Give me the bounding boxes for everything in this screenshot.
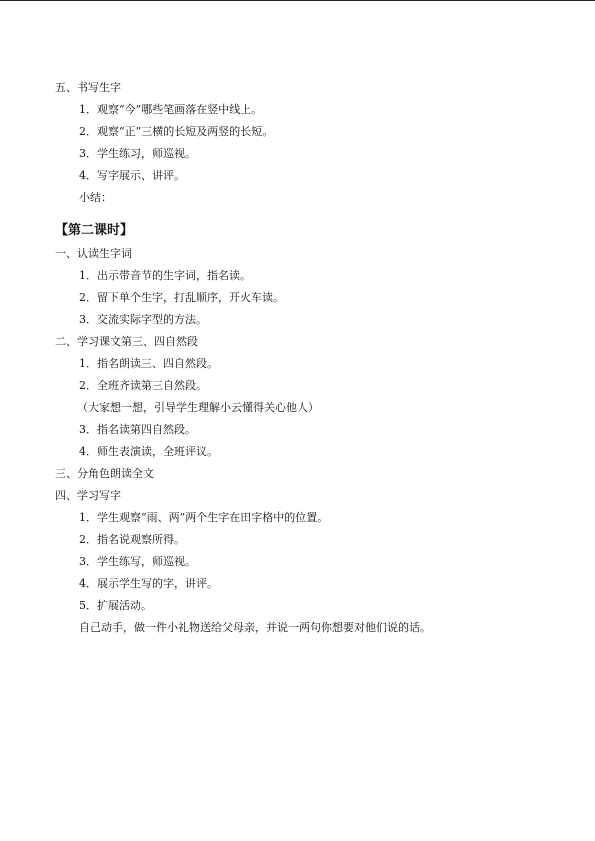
list-item: 2．留下单个生字，打乱顺序，开火车读。 — [79, 291, 284, 304]
list-item: 4．展示学生写的字，讲评。 — [79, 577, 218, 590]
list-item: 1．指名朗读三、四自然段。 — [79, 357, 218, 370]
section-heading-study-text: 二、学习课文第三、四自然段 — [55, 335, 198, 348]
list-item: 4．写字展示、讲评。 — [79, 169, 185, 182]
list-item: 5．扩展活动。 — [79, 599, 152, 612]
lesson-two-title: 【第二课时】 — [55, 223, 134, 238]
list-item: 3．交流实际字型的方法。 — [79, 313, 207, 326]
list-item: 2．全班齐读第三自然段。 — [79, 379, 207, 392]
summary-label: 小结： — [79, 191, 112, 204]
list-item: 3．学生练写，师巡视。 — [79, 555, 196, 568]
teaching-note: （大家想一想，引导学生理解小云懂得关心他人） — [77, 401, 319, 414]
list-item: 1．学生观察“雨、两”两个生字在田字格中的位置。 — [79, 511, 329, 524]
list-item: 4．师生表演读，全班评议。 — [79, 445, 218, 458]
extension-activity-text: 自己动手，做一件小礼物送给父母亲，并说一两句你想要对他们说的话。 — [79, 621, 431, 634]
list-item: 1．观察“今”哪些笔画落在竖中线上。 — [79, 103, 263, 116]
list-item: 2．指名说观察所得。 — [79, 533, 185, 546]
document-page — [55, 77, 555, 639]
page-top-border — [0, 0, 595, 1]
list-item: 3．指名读第四自然段。 — [79, 423, 196, 436]
list-item: 1．出示带音节的生字词，指名读。 — [79, 269, 251, 282]
list-item: 3．学生练习，师巡视。 — [79, 147, 196, 160]
list-item: 2．观察“正”三横的长短及两竖的长短。 — [79, 125, 274, 138]
section-heading-learn-writing: 四、学习写字 — [55, 489, 121, 502]
section-heading-role-reading: 三、分角色朗读全文 — [55, 467, 154, 480]
section-heading-writing-characters: 五、书写生字 — [55, 81, 121, 94]
section-heading-read-words: 一、认读生字词 — [55, 247, 132, 260]
